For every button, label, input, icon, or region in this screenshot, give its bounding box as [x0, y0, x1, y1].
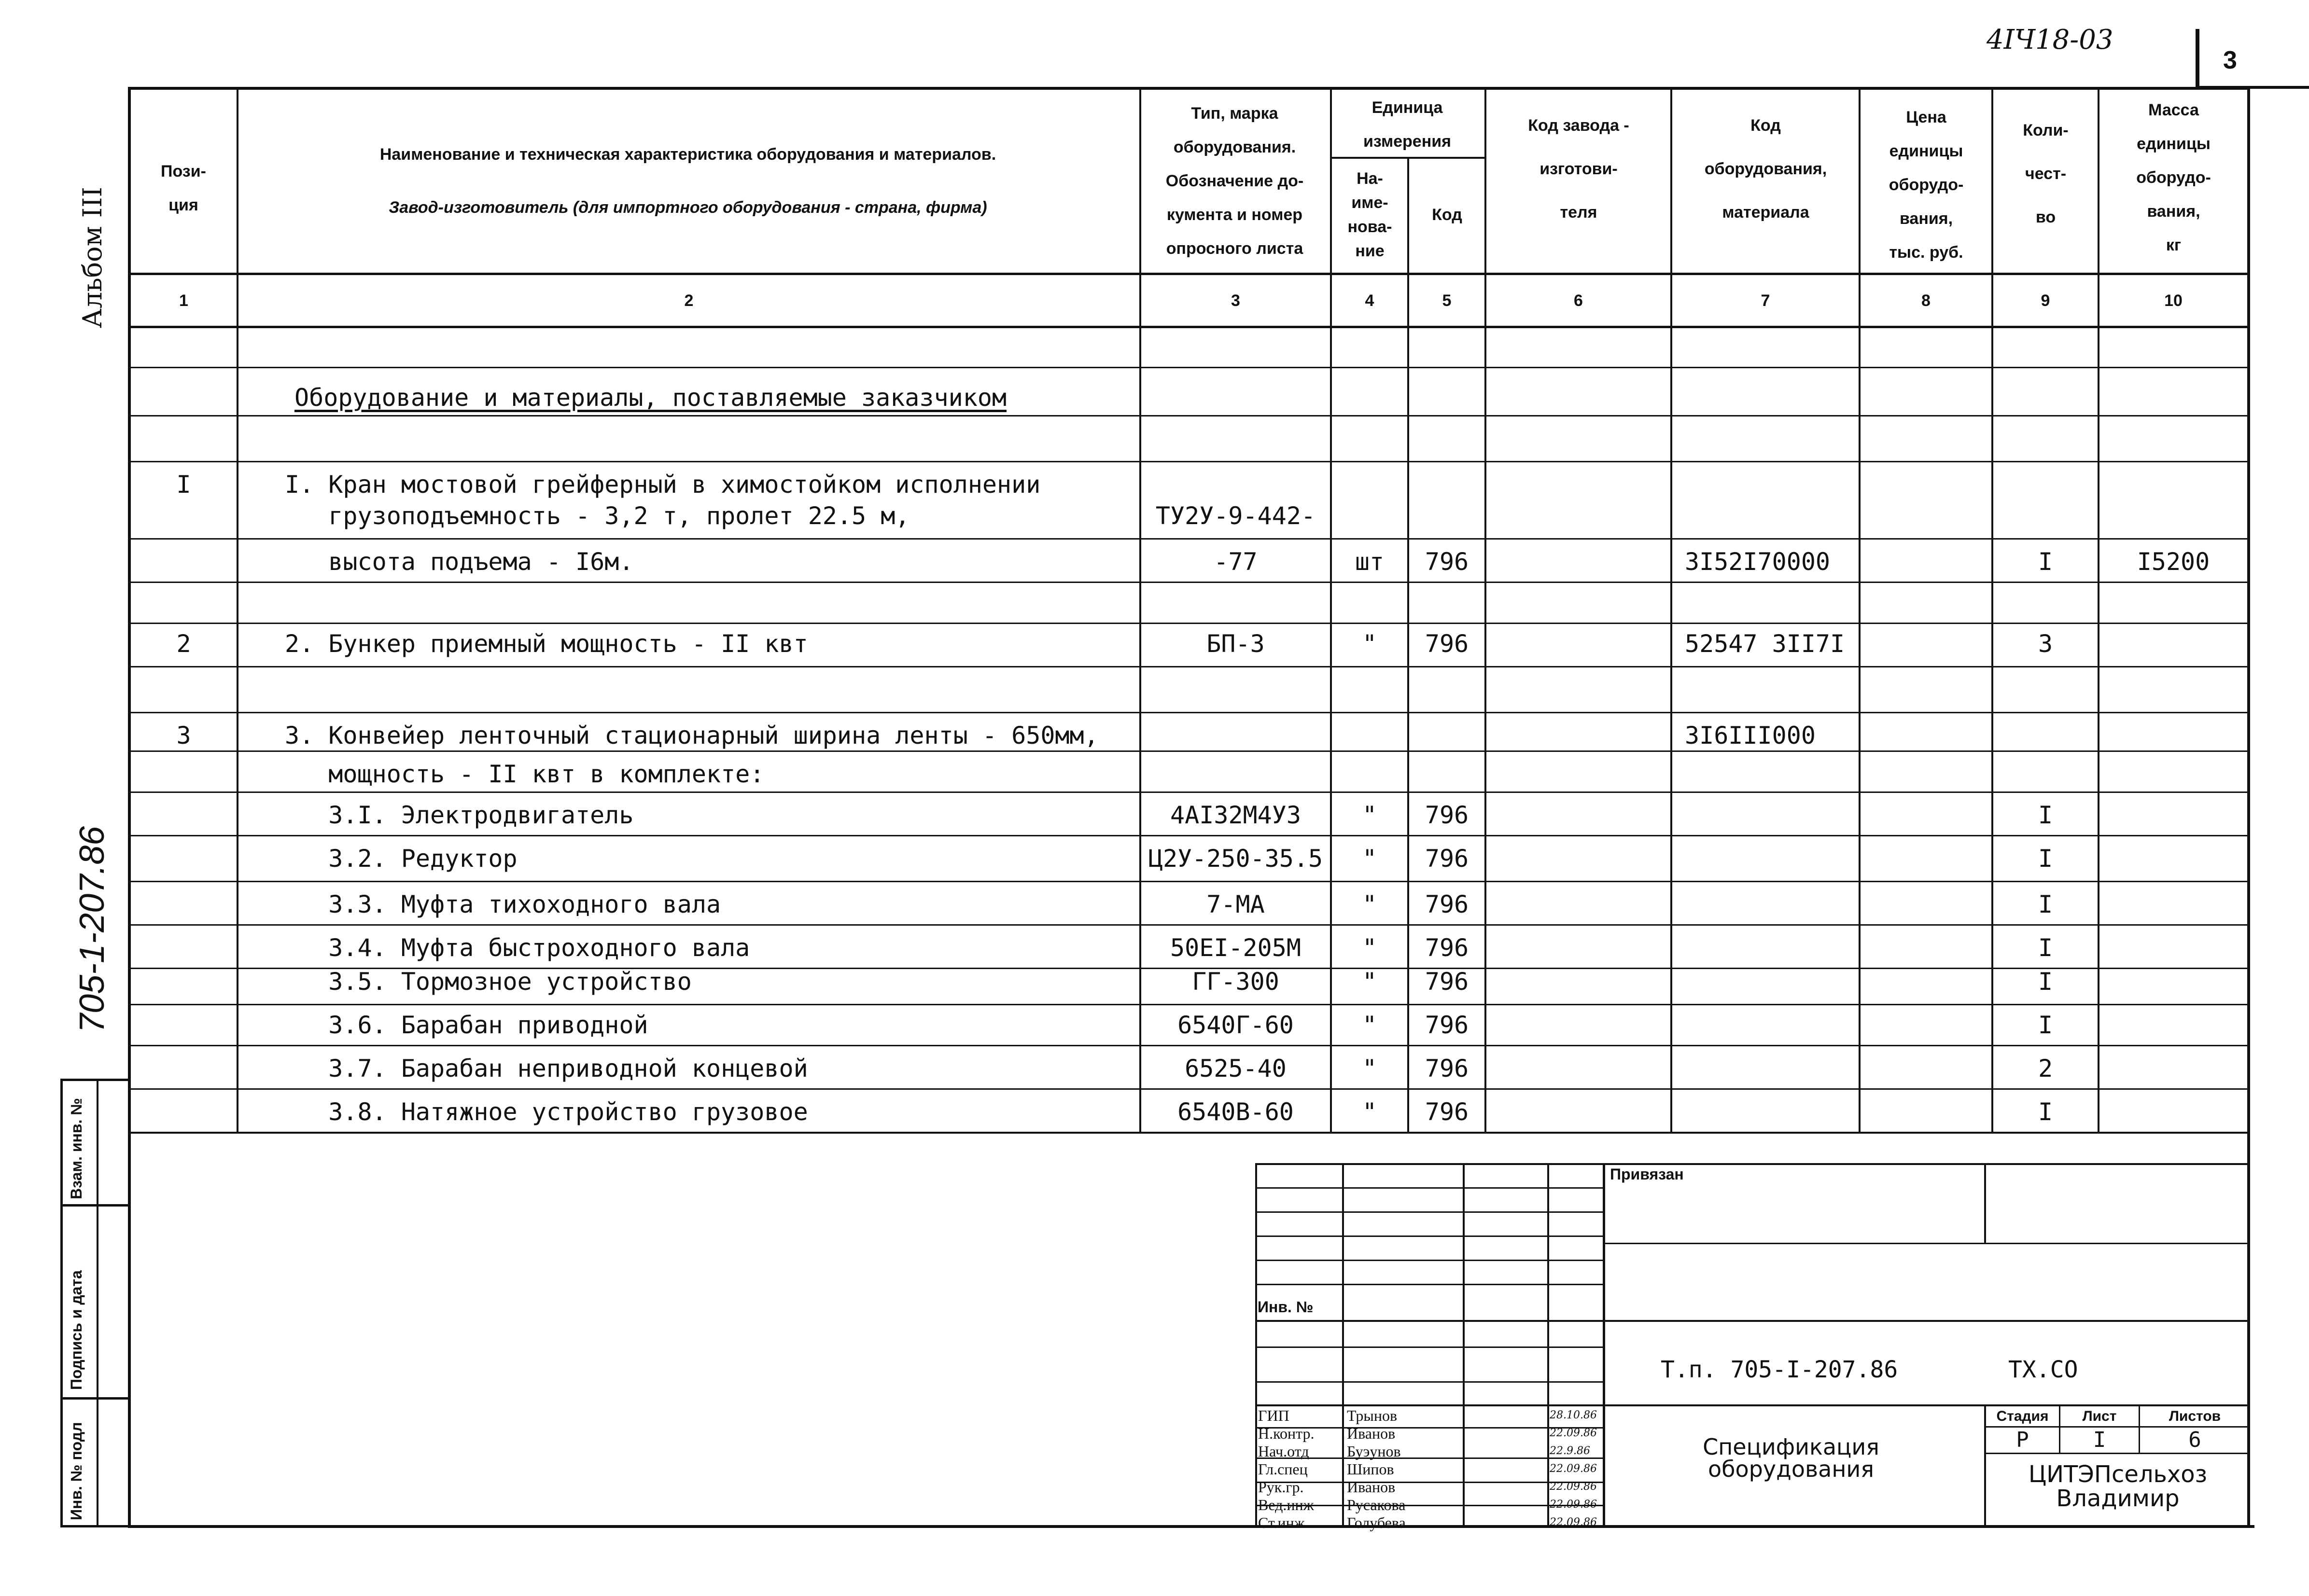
row-quantity: I [2038, 934, 2053, 962]
row-quantity: 3 [2038, 630, 2053, 658]
row-name: 3.5. Тормозное устройство [285, 968, 692, 996]
row-name: I. Кран мостовой грейферный в химостойком исполнении [285, 471, 1041, 499]
header-equipment-code: Код оборудования, материала [1704, 116, 1827, 222]
header-name-line2: Завод-изготовитель (для импортного оборудования - страна, фирма) [389, 198, 987, 217]
row-type: ГГ-300 [1192, 968, 1279, 996]
row-quantity: I [2038, 1011, 2053, 1039]
col-number-9: 9 [2041, 291, 2050, 310]
row-quantity: I [2038, 548, 2053, 576]
row-unit-code: 796 [1425, 934, 1469, 962]
header-type: Тип, марка оборудования. Обозначение до- кумента и номер опросного листа [1165, 104, 1304, 258]
row-type: 6525-40 [1185, 1055, 1287, 1083]
doc-title: Спецификация оборудования [1703, 1434, 1879, 1482]
row-type: 4АI32М4У3 [1170, 801, 1301, 829]
stage-label: Стадия [1996, 1408, 2049, 1424]
col-number-10: 10 [2164, 291, 2183, 310]
row-type: 7-МА [1206, 890, 1265, 918]
header-quantity: Коли- чест- во [2023, 121, 2069, 226]
signer-name: Голубева [1347, 1514, 1406, 1531]
row-unit-code: 796 [1425, 548, 1469, 576]
signer-role: ГИП [1258, 1407, 1289, 1424]
row-unit: " [1362, 845, 1377, 873]
row-name: 3.I. Электродвигатель [285, 801, 634, 829]
signer-name: Трынов [1347, 1407, 1398, 1424]
col-number-3: 3 [1231, 291, 1240, 310]
document-code: 4IЧ18-03 [1987, 24, 2113, 56]
header-mass: Масса единицы оборудо- вания, кг [2136, 100, 2211, 254]
signer-role: Рук.гр. [1258, 1478, 1304, 1496]
signer-date: 22.09.86 [1550, 1481, 1597, 1493]
row-position: 3 [176, 722, 191, 749]
signer-date: 22.09.86 [1550, 1427, 1597, 1439]
col-number-7: 7 [1761, 291, 1770, 310]
row-type: 6540В-60 [1177, 1098, 1294, 1126]
signer-role: Вед.инж [1258, 1496, 1314, 1513]
row-unit: " [1362, 1098, 1377, 1126]
row-unit: " [1362, 801, 1377, 829]
signer-role: Нач.отд [1258, 1443, 1309, 1460]
row-name: 2. Бункер приемный мощность - II квт [285, 630, 808, 658]
row-name: мощность - II квт в комплекте: [285, 760, 765, 788]
row-unit: " [1362, 1011, 1377, 1039]
row-name: 3.3. Муфта тихоходного вала [285, 890, 721, 918]
col-number-4: 4 [1365, 291, 1374, 310]
row-unit-code: 796 [1425, 845, 1469, 873]
row-unit: " [1362, 1055, 1377, 1083]
stamp-label-podpis: Подпись и дата [68, 1270, 85, 1390]
row-unit: " [1362, 934, 1377, 962]
row-unit-code: 796 [1425, 968, 1469, 996]
col-number-6: 6 [1574, 291, 1583, 310]
row-name: 3. Конвейер ленточный стационарный ширина ленты - 650мм, [285, 722, 1099, 749]
stage-value: Р [2016, 1428, 2029, 1452]
stamp-label-vzam: Взам. инв. № [68, 1098, 85, 1199]
stamp-label-inv-podl: Инв. № подл [68, 1422, 85, 1520]
sheet-value: I [2093, 1428, 2106, 1452]
sheets-value: 6 [2188, 1428, 2201, 1452]
signer-role: Гл.спец [1258, 1460, 1308, 1478]
page-number: 3 [2223, 46, 2237, 74]
row-unit: " [1362, 890, 1377, 918]
inv-number-label: Инв. № [1258, 1298, 1314, 1316]
row-quantity: I [2038, 890, 2053, 918]
row-name: 3.8. Натяжное устройство грузовое [285, 1098, 808, 1126]
signer-name: Русакова [1347, 1496, 1406, 1513]
row-quantity: I [2038, 801, 2053, 829]
signer-date: 22.09.86 [1550, 1463, 1597, 1475]
row-position: 2 [176, 630, 191, 658]
header-unit-name: На- име- нова- ние [1347, 169, 1392, 260]
row-unit: шт [1355, 548, 1385, 576]
row-type: БП-3 [1206, 630, 1265, 658]
row-type: 50ЕI-205М [1170, 934, 1301, 962]
organization: ЦИТЭПсельхоз Владимир [2028, 1461, 2208, 1512]
row-type: 6540Г-60 [1177, 1011, 1294, 1039]
header-name-line1: Наименование и техническая характеристика оборудования и материалов. [379, 145, 996, 164]
signer-name: Буэунов [1347, 1443, 1401, 1460]
row-unit-code: 796 [1425, 890, 1469, 918]
col-number-8: 8 [1921, 291, 1931, 310]
header-unit: Единица измерения [1363, 98, 1451, 151]
row-unit-code: 796 [1425, 801, 1469, 829]
row-unit-code: 796 [1425, 630, 1469, 658]
signer-role: Ст.инж [1258, 1514, 1305, 1531]
row-equipment-code: 52547 3II7I [1685, 630, 1845, 658]
doc-number: Т.п. 705-I-207.86 [1661, 1356, 1898, 1383]
signer-date: 22.09.86 [1550, 1499, 1597, 1511]
project-number-handwritten: 705-1-207.86 [73, 826, 112, 1033]
sheet-label: Лист [2082, 1408, 2117, 1424]
album-label: Альбом III [77, 187, 108, 328]
row-quantity: I [2038, 968, 2053, 996]
col-number-1: 1 [179, 291, 188, 310]
header-unit-code: Код [1432, 206, 1462, 224]
signer-name: Иванов [1347, 1425, 1396, 1442]
header-price: Цена единицы оборудо- вания, тыс. руб. [1889, 108, 1964, 262]
row-type: ТУ2У-9-442- [1155, 502, 1316, 530]
header-position: Пози- ция [161, 162, 206, 214]
row-type: -77 [1214, 548, 1258, 576]
signer-date: 28.10.86 [1550, 1409, 1597, 1421]
signer-name: Иванов [1347, 1478, 1396, 1496]
col-number-5: 5 [1442, 291, 1452, 310]
row-equipment-code: 3I52I70000 [1685, 548, 1831, 576]
row-mass: I5200 [2137, 548, 2210, 576]
doc-mark: ТХ.СО [2008, 1356, 2078, 1383]
row-name: 3.4. Муфта быстроходного вала [285, 934, 750, 962]
col-number-2: 2 [684, 291, 694, 310]
row-name: 3.2. Редуктор [285, 845, 518, 873]
row-unit: " [1362, 630, 1377, 658]
header-factory-code: Код завода - изготови- теля [1528, 116, 1629, 222]
row-equipment-code: 3I6III000 [1685, 722, 1816, 749]
row-type: Ц2У-250-35.5 [1148, 845, 1323, 873]
signer-date: 22.9.86 [1550, 1445, 1590, 1457]
signer-role: Н.контр. [1258, 1425, 1315, 1442]
row-unit: " [1362, 968, 1377, 996]
row-name: грузоподъемность - 3,2 т, пролет 22.5 м, [285, 502, 910, 530]
signer-name: Шипов [1347, 1460, 1394, 1478]
row-quantity: I [2038, 845, 2053, 873]
row-position: I [176, 471, 191, 499]
section-title: Оборудование и материалы, поставляемые заказчиком [294, 384, 1007, 412]
row-unit-code: 796 [1425, 1055, 1469, 1083]
privyazan-label: Привязан [1610, 1166, 1684, 1183]
row-quantity: 2 [2038, 1055, 2053, 1083]
row-unit-code: 796 [1425, 1011, 1469, 1039]
row-quantity: I [2038, 1098, 2053, 1126]
sheets-label: Листов [2169, 1408, 2221, 1424]
signer-date: 22.09.86 [1550, 1516, 1597, 1528]
row-name: 3.7. Барабан неприводной концевой [285, 1055, 808, 1083]
row-unit-code: 796 [1425, 1098, 1469, 1126]
row-name: 3.6. Барабан приводной [285, 1011, 648, 1039]
row-name: высота подъема - I6м. [285, 548, 634, 576]
